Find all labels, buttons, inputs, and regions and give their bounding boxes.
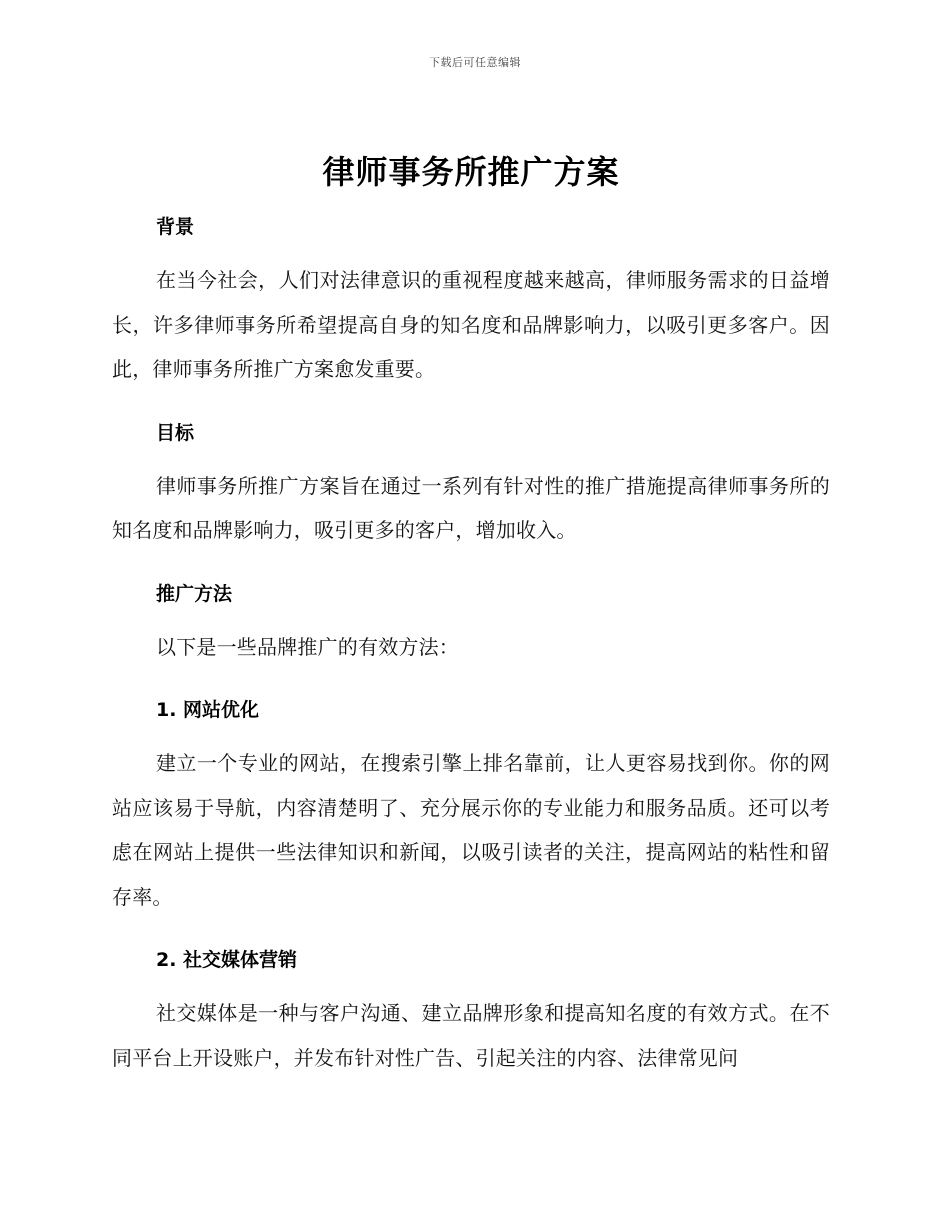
paragraph-website: 建立一个专业的网站，在搜索引擎上排名靠前，让人更容易找到你。你的网站应该易于导航，内容清楚明了、充分展示你的专业能力和服务品质。还可以考虑在网站上提供一些法律知识和新闻，以吸引读者的关注，提高网站的粘性和留存率。: [112, 751, 830, 909]
heading-goal: 目标: [156, 421, 195, 444]
paragraph-goal: 律师事务所推广方案旨在通过一系列有针对性的推广措施提高律师事务所的知名度和品牌影响力，吸引更多的客户，增加收入。: [112, 473, 830, 542]
heading-social: 2. 社交媒体营销: [156, 949, 298, 971]
paragraph-methods-intro: 以下是一些品牌推广的有效方法：: [156, 634, 459, 659]
heading-background: 背景: [156, 216, 195, 238]
heading-website: 1. 网站优化: [156, 699, 260, 721]
paragraph-social: 社交媒体是一种与客户沟通、建立品牌形象和提高知名度的有效方式。在不同平台上开设账户，并发布针对性广告、引起关注的内容、法律常见问: [112, 1001, 830, 1070]
document-title: 律师事务所推广方案: [322, 153, 620, 191]
heading-methods: 推广方法: [156, 582, 233, 605]
header-note: 下载后可任意编辑: [429, 56, 521, 69]
document-content: [112, 148, 830, 1080]
paragraph-background: 在当今社会，人们对法律意识的重视程度越来越高，律师服务需求的日益增长，许多律师事务所希望提高自身的知名度和品牌影响力，以吸引更多客户。因此，律师事务所推广方案愈发重要。: [112, 268, 830, 381]
